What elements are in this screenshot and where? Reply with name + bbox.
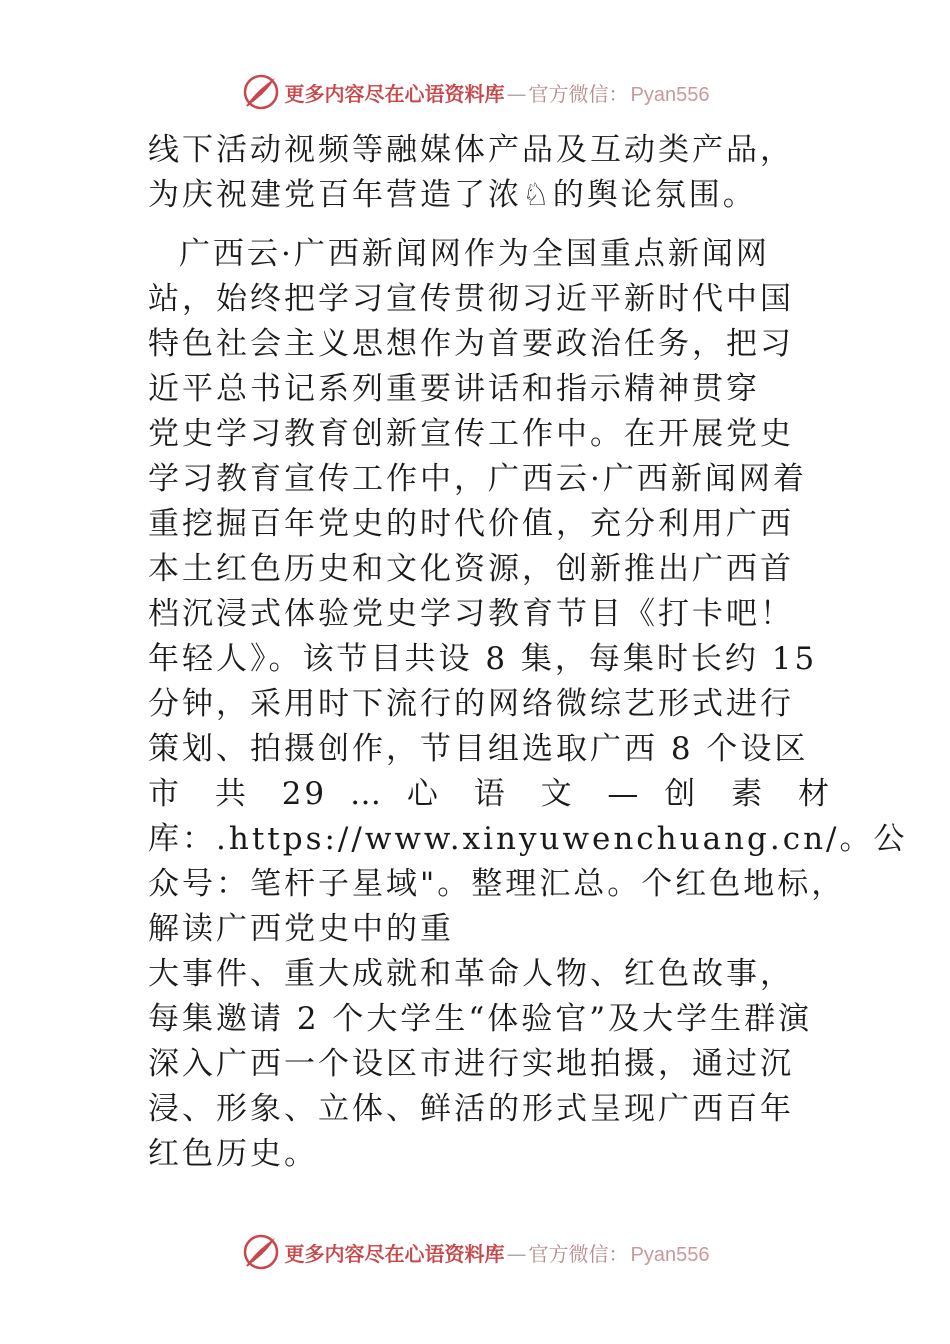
text-line: 学习教育宣传工作中，广西云·广西新闻网着 xyxy=(148,461,807,497)
text-line: 重挖掘百年党史的时代价值，充分利用广西 xyxy=(148,506,794,542)
footer-banner xyxy=(0,1230,950,1274)
text-line: 浸、形象、立体、鲜活的形式呈现广西百年 xyxy=(148,1091,794,1127)
text-line: 站，始终把学习宣传贯彻习近平新时代中国 xyxy=(148,281,794,317)
text-line: 解读广西党史中的重 xyxy=(148,911,454,947)
text-line: 广西云·广西新闻网作为全国重点新闻网 xyxy=(179,236,770,272)
quill-pen-icon xyxy=(241,72,281,112)
text-line: 红色历史。 xyxy=(148,1136,318,1172)
text-line: 市 共 29 … 心 语 文 — 创 素 材 xyxy=(148,776,832,812)
document-body xyxy=(148,128,908,1177)
wechat-id: Pyan556 xyxy=(630,1243,710,1266)
separator: — xyxy=(506,81,527,106)
text-line: 线下活动视频等融媒体产品及互动类产品， xyxy=(148,132,794,168)
text-line: 本土红色历史和文化资源，创新推出广西首 xyxy=(148,551,794,587)
text-line: 近平总书记系列重要讲话和指示精神贯穿 xyxy=(148,371,760,407)
text-line: 众号：笔杆子星域"。整理汇总。个红色地标， xyxy=(148,866,846,902)
library-text: 更多内容尽在心语资料库 xyxy=(284,81,505,106)
text-line: 档沉浸式体验党史学习教育节目《打卡吧！ xyxy=(148,596,794,632)
text-line: 年轻人》。该节目共设 8 集，每集时长约 15 xyxy=(148,641,818,677)
quill-pen-icon xyxy=(241,1232,281,1272)
text-line: 特色社会主义思想作为首要政治任务，把习 xyxy=(148,326,794,362)
wechat-id: Pyan556 xyxy=(630,83,710,106)
wechat-label: 官方微信： xyxy=(528,81,629,106)
text-line: 库：.https://www.xinyuwenchuang.cn/。公 xyxy=(148,821,908,857)
text-line: 党史学习教育创新宣传工作中。在开展党史 xyxy=(148,416,794,452)
text-line: 分钟，采用时下流行的网络微综艺形式进行 xyxy=(148,686,794,722)
text-line: 深入广西一个设区市进行实地拍摄，通过沉 xyxy=(148,1046,794,1082)
text-line: 每集邀请 2 个大学生“体验官”及大学生群演 xyxy=(148,1001,813,1037)
separator: — xyxy=(506,1241,527,1266)
text-line: 策划、拍摄创作，节目组选取广西 8 个设区 xyxy=(148,731,809,767)
text-line: 为庆祝建党百年营造了浓♘的舆论氛围。 xyxy=(148,177,757,213)
text-line: 大事件、重大成就和革命人物、红色故事， xyxy=(148,956,794,992)
wechat-label: 官方微信： xyxy=(528,1241,629,1266)
library-text: 更多内容尽在心语资料库 xyxy=(284,1241,505,1266)
header-banner xyxy=(0,70,950,114)
